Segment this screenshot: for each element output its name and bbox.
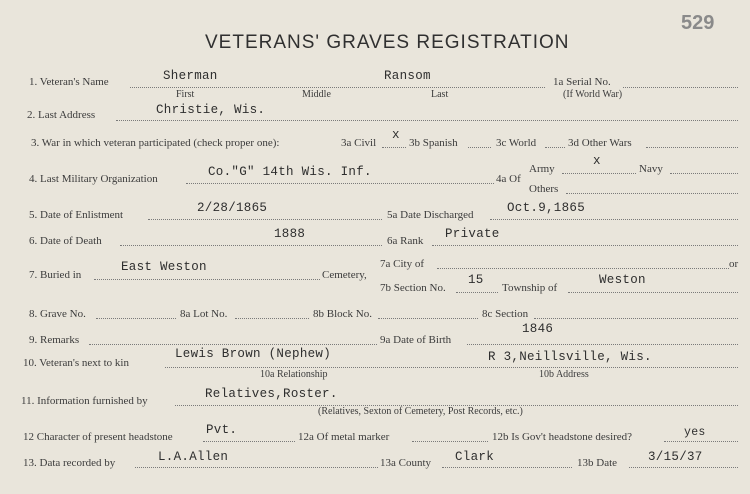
label-first: First (176, 89, 195, 100)
line-date-of-death (120, 245, 382, 246)
line-enlistment (148, 219, 382, 220)
line-military-org (186, 183, 494, 184)
value-township: Weston (599, 273, 646, 287)
label-block-no: 8b Block No. (313, 308, 372, 320)
line-last-address (116, 120, 738, 121)
label-last: Last (431, 89, 449, 100)
label-headstone: 12 Character of present headstone (23, 431, 173, 443)
value-headstone: Pvt. (206, 423, 238, 437)
line-veterans-name (130, 87, 545, 88)
line-next-of-kin (165, 367, 738, 368)
value-section-no: 15 (468, 273, 484, 287)
label-relationship: 10a Relationship (260, 369, 328, 380)
label-veterans-name: 1. Veteran's Name (29, 76, 109, 88)
line-gov-headstone (664, 441, 738, 442)
label-branch-of: 4a Of (496, 173, 521, 185)
line-remarks (89, 344, 377, 345)
line-county (442, 467, 572, 468)
line-other-wars (646, 147, 738, 148)
line-section-no (456, 292, 498, 293)
value-first-name: Sherman (163, 69, 218, 83)
label-other-wars: 3d Other Wars (568, 137, 632, 149)
label-world: 3c World (496, 137, 537, 149)
line-buried-in (94, 279, 320, 280)
label-or: or (729, 258, 739, 270)
value-birth-year: 1846 (522, 322, 554, 336)
value-discharge-date: Oct.9,1865 (507, 201, 586, 215)
label-others: Others (529, 183, 559, 195)
value-furnished-by: Relatives,Roster. (205, 387, 338, 401)
line-headstone (203, 441, 295, 442)
line-world (545, 147, 565, 148)
line-spanish (468, 147, 491, 148)
value-organization: Co."G" 14th Wis. Inf. (208, 165, 372, 179)
label-last-address: 2. Last Address (27, 109, 96, 121)
value-next-of-kin: Lewis Brown (Nephew) (175, 347, 332, 361)
value-last-address: Christie, Wis. (156, 103, 266, 117)
label-serial-no: 1a Serial No. (553, 76, 611, 88)
label-township-of: Township of (502, 282, 558, 294)
label-lot-no: 8a Lot No. (180, 308, 228, 320)
label-metal-marker: 12a Of metal marker (298, 431, 390, 443)
line-grave-no (96, 318, 176, 319)
label-section: 8c Section (482, 308, 529, 320)
line-recorded-by (135, 467, 378, 468)
line-navy (670, 173, 738, 174)
label-civil: 3a Civil (341, 137, 377, 149)
line-serial-no (623, 87, 738, 88)
line-rank (432, 245, 738, 246)
label-military-org: 4. Last Military Organization (29, 173, 158, 185)
line-date-of-birth (467, 344, 738, 345)
value-kin-address: R 3,Neillsville, Wis. (488, 350, 652, 364)
label-next-of-kin: 10. Veteran's next to kin (23, 357, 129, 369)
card-number: 529 (681, 12, 715, 34)
line-section (534, 318, 738, 319)
line-others (566, 193, 738, 194)
label-address: 10b Address (539, 369, 589, 380)
label-date: 13b Date (577, 457, 618, 469)
line-discharged (490, 219, 738, 220)
label-if-world-war: (If World War) (563, 89, 623, 100)
value-buried-in: East Weston (121, 260, 207, 274)
label-buried-in: 7. Buried in (29, 269, 82, 281)
label-gov-headstone: 12b Is Gov't headstone desired? (492, 431, 633, 443)
value-recorded-by: L.A.Allen (158, 450, 229, 464)
form-title: VETERANS' GRAVES REGISTRATION (205, 32, 570, 53)
value-gov-headstone: yes (684, 426, 706, 439)
label-date-of-birth: 9a Date of Birth (380, 334, 452, 346)
label-grave-no: 8. Grave No. (29, 308, 86, 320)
label-middle: Middle (302, 89, 331, 100)
label-furnished-note: (Relatives, Sexton of Cemetery, Post Records, etc.) (318, 406, 523, 417)
value-last-name: Ransom (384, 69, 431, 83)
line-civil (382, 147, 406, 148)
label-date-of-death: 6. Date of Death (29, 235, 102, 247)
value-death-date: 1888 (274, 227, 306, 241)
line-lot-no (235, 318, 309, 319)
label-enlistment: 5. Date of Enlistment (29, 209, 124, 221)
label-discharged: 5a Date Discharged (387, 209, 474, 221)
value-rank: Private (445, 227, 500, 241)
line-city-of (437, 268, 729, 269)
line-date (629, 467, 738, 468)
label-city-of: 7a City of (380, 258, 424, 270)
label-section-no: 7b Section No. (380, 282, 446, 294)
label-rank: 6a Rank (387, 235, 424, 247)
label-cemetery: Cemetery, (322, 269, 367, 281)
value-date-recorded: 3/15/37 (648, 450, 703, 464)
label-navy: Navy (639, 163, 663, 175)
label-county: 13a County (380, 457, 432, 469)
label-recorded-by: 13. Data recorded by (23, 457, 116, 469)
label-furnished-by: 11. Information furnished by (21, 395, 148, 407)
label-spanish: 3b Spanish (409, 137, 458, 149)
line-block-no (378, 318, 478, 319)
line-metal-marker (412, 441, 488, 442)
value-army-mark: x (593, 154, 601, 168)
line-township-of (568, 292, 738, 293)
label-war: 3. War in which veteran participated (check proper one): (31, 137, 280, 149)
label-remarks: 9. Remarks (29, 334, 80, 346)
value-enlistment-date: 2/28/1865 (197, 201, 268, 215)
label-army: Army (529, 163, 555, 175)
line-army (562, 173, 636, 174)
value-civil-mark: x (392, 128, 400, 142)
value-county: Clark (455, 450, 495, 464)
